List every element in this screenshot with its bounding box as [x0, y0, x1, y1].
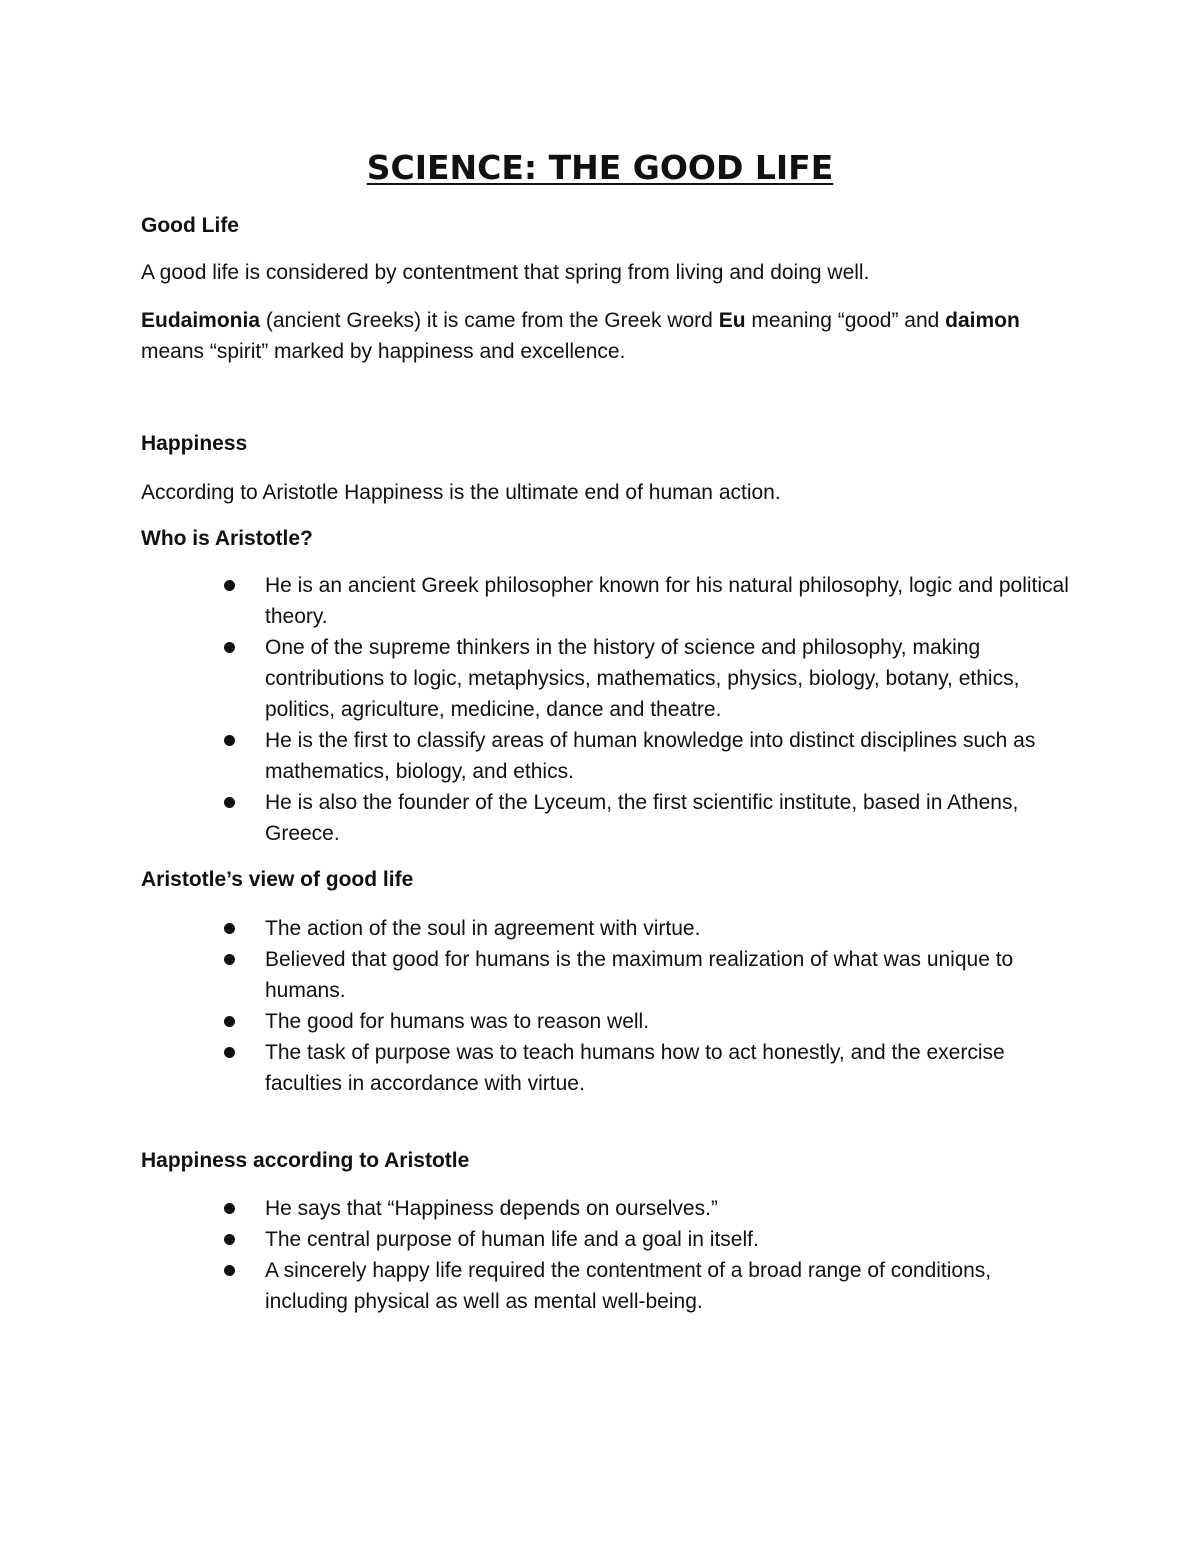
eudaimonia-paragraph	[141, 305, 1071, 367]
bullet-icon	[224, 580, 235, 591]
list-item-text: Believed that good for humans is the maximum realization of what was unique to humans.	[265, 948, 1014, 1002]
term-eudaimonia: Eudaimonia	[141, 309, 261, 332]
aristotle-bio-list	[0, 570, 1200, 849]
list-item-text: He is also the founder of the Lyceum, the first scientific institute, based in Athens, Greece.	[265, 791, 1019, 845]
list-item-text: He is the first to classify areas of human knowledge into distinct disciplines such as mathematics, biology, and ethics.	[265, 729, 1036, 783]
bullet-icon	[224, 1016, 235, 1027]
happiness-according-list	[0, 1193, 1200, 1317]
list-item-text: The good for humans was to reason well.	[265, 1010, 650, 1033]
bullet-icon	[224, 797, 235, 808]
list-item-text: He says that “Happiness depends on ourselves.”	[265, 1197, 718, 1220]
term-daimon: daimon	[945, 309, 1020, 332]
bullet-icon	[224, 735, 235, 746]
term-eu: Eu	[718, 309, 746, 332]
list-item	[0, 1037, 1075, 1099]
list-item	[0, 787, 1075, 849]
list-item	[0, 632, 1075, 725]
list-item	[0, 570, 1075, 632]
bullet-icon	[224, 1203, 235, 1214]
page-title: SCIENCE: THE GOOD LIFE	[366, 148, 834, 187]
heading-happiness-according: Happiness according to Aristotle	[141, 1149, 470, 1172]
heading-aristotle-view: Aristotle’s view of good life	[141, 868, 414, 891]
bullet-icon	[224, 923, 235, 934]
bullet-icon	[224, 1265, 235, 1276]
eudaimonia-text-2: meaning “good” and	[745, 309, 946, 332]
heading-happiness: Happiness	[141, 432, 248, 455]
list-item	[0, 1224, 1075, 1255]
list-item-text: A sincerely happy life required the contentment of a broad range of conditions, including physical as well as mental well-being.	[265, 1259, 992, 1313]
list-item	[0, 913, 1075, 944]
aristotle-view-list	[0, 913, 1200, 1099]
heading-who-is-aristotle: Who is Aristotle?	[141, 527, 313, 550]
list-item-text: One of the supreme thinkers in the history of science and philosophy, making contributions to logic, metaphysics, mathematics, physics, biology, botany, ethics, politics, agriculture, medicine, dance and theatre.	[265, 636, 1020, 721]
bullet-icon	[224, 1047, 235, 1058]
list-item-text: He is an ancient Greek philosopher known for his natural philosophy, logic and political theory.	[265, 574, 1069, 628]
list-item-text: The action of the soul in agreement with virtue.	[265, 917, 701, 940]
list-item	[0, 1193, 1075, 1224]
bullet-icon	[224, 1234, 235, 1245]
list-item	[0, 725, 1075, 787]
list-item-text: The task of purpose was to teach humans how to act honestly, and the exercise faculties in accordance with virtue.	[265, 1041, 1005, 1095]
good-life-definition: A good life is considered by contentment that spring from living and doing well.	[141, 261, 870, 284]
list-item	[0, 1006, 1075, 1037]
bullet-icon	[224, 642, 235, 653]
list-item	[0, 1255, 1075, 1317]
eudaimonia-text-1: (ancient Greeks) it is came from the Greek word	[260, 309, 719, 332]
eudaimonia-text-3: means “spirit” marked by happiness and excellence.	[141, 340, 626, 363]
happiness-text: According to Aristotle Happiness is the ultimate end of human action.	[141, 481, 781, 504]
list-item-text: The central purpose of human life and a goal in itself.	[265, 1228, 759, 1251]
heading-good-life: Good Life	[141, 214, 239, 237]
bullet-icon	[224, 954, 235, 965]
list-item	[0, 944, 1075, 1006]
